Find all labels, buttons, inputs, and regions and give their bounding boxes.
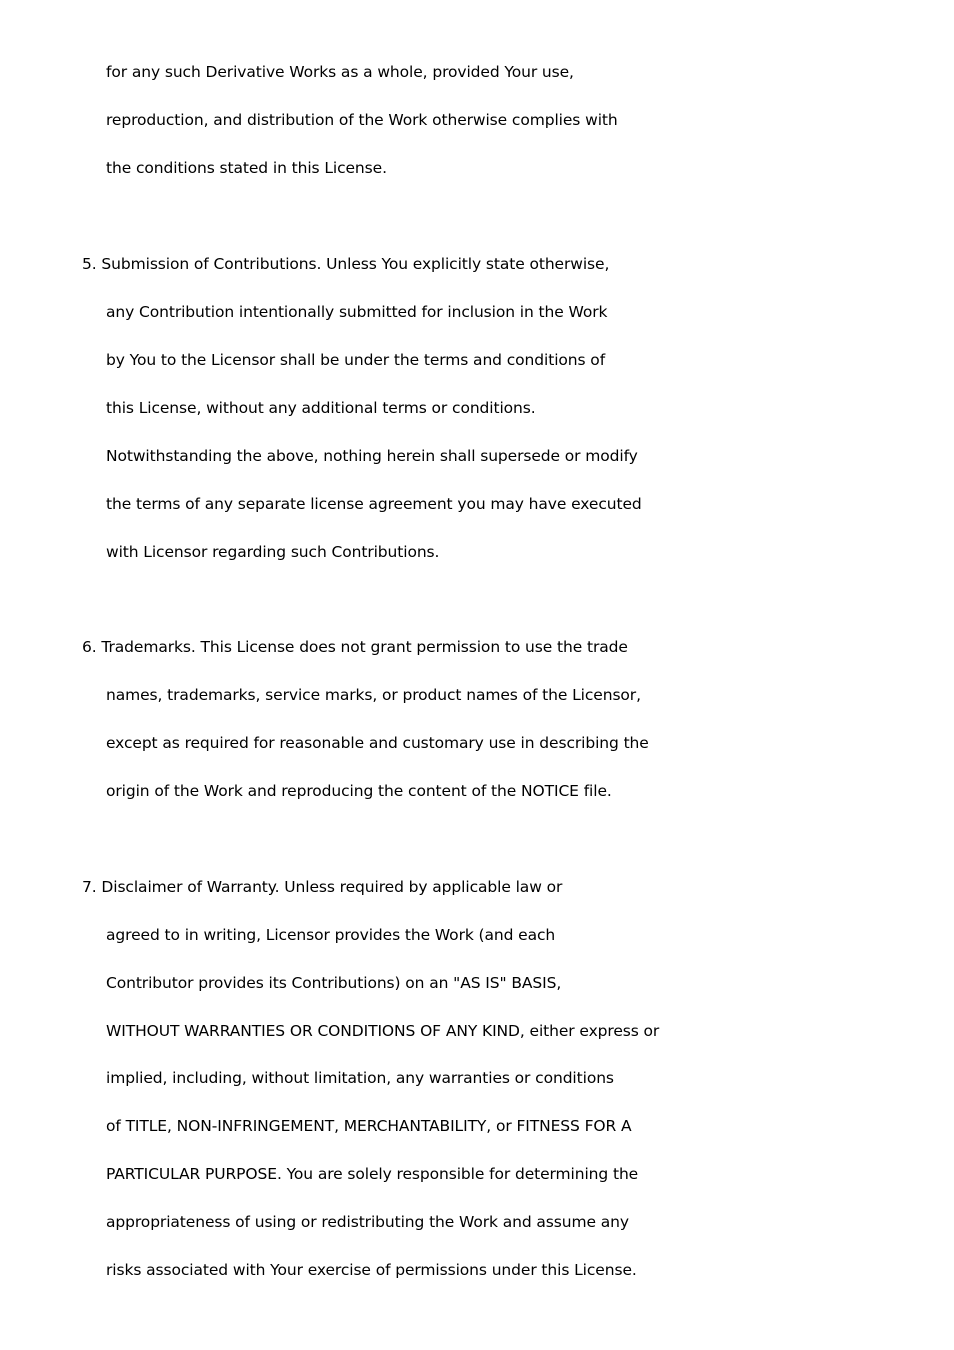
section-6-line: names, trademarks, service marks, or product names of the Licensor, xyxy=(106,686,641,704)
section-7-line: implied, including, without limitation, any warranties or conditions xyxy=(106,1069,614,1087)
continuation-line: the conditions stated in this License. xyxy=(106,159,387,177)
section-5-line: with Licensor regarding such Contributions. xyxy=(106,543,440,561)
section-5-line: by You to the Licensor shall be under the terms and conditions of xyxy=(106,351,606,369)
continuation-line: reproduction, and distribution of the Work otherwise complies with xyxy=(106,111,618,129)
section-7-line: Contributor provides its Contributions) on an "AS IS" BASIS, xyxy=(106,974,562,992)
section-7-line: WITHOUT WARRANTIES OR CONDITIONS OF ANY KIND, either express or xyxy=(106,1022,660,1040)
section-6-heading: 6. Trademarks. This License does not grant permission to use the trade xyxy=(82,638,628,656)
section-7-line: risks associated with Your exercise of permissions under this License. xyxy=(106,1261,637,1279)
section-5-line: any Contribution intentionally submitted for inclusion in the Work xyxy=(106,303,608,321)
section-5-line: this License, without any additional terms or conditions. xyxy=(106,399,536,417)
section-6-line: except as required for reasonable and customary use in describing the xyxy=(106,734,649,752)
section-5-heading: 5. Submission of Contributions. Unless You explicitly state otherwise, xyxy=(82,255,610,273)
section-7-line: agreed to in writing, Licensor provides the Work (and each xyxy=(106,926,556,944)
continuation-line: for any such Derivative Works as a whole, provided Your use, xyxy=(106,63,574,81)
section-7-line: PARTICULAR PURPOSE. You are solely responsible for determining the xyxy=(106,1165,639,1183)
section-7-heading: 7. Disclaimer of Warranty. Unless required by applicable law or xyxy=(82,878,563,896)
section-7-line: of TITLE, NON-INFRINGEMENT, MERCHANTABILITY, or FITNESS FOR A xyxy=(106,1117,632,1135)
section-5-line: the terms of any separate license agreement you may have executed xyxy=(106,495,642,513)
section-7-line: appropriateness of using or redistributing the Work and assume any xyxy=(106,1213,629,1231)
section-5-line: Notwithstanding the above, nothing herein shall supersede or modify xyxy=(106,447,638,465)
section-6-line: origin of the Work and reproducing the content of the NOTICE file. xyxy=(106,782,612,800)
